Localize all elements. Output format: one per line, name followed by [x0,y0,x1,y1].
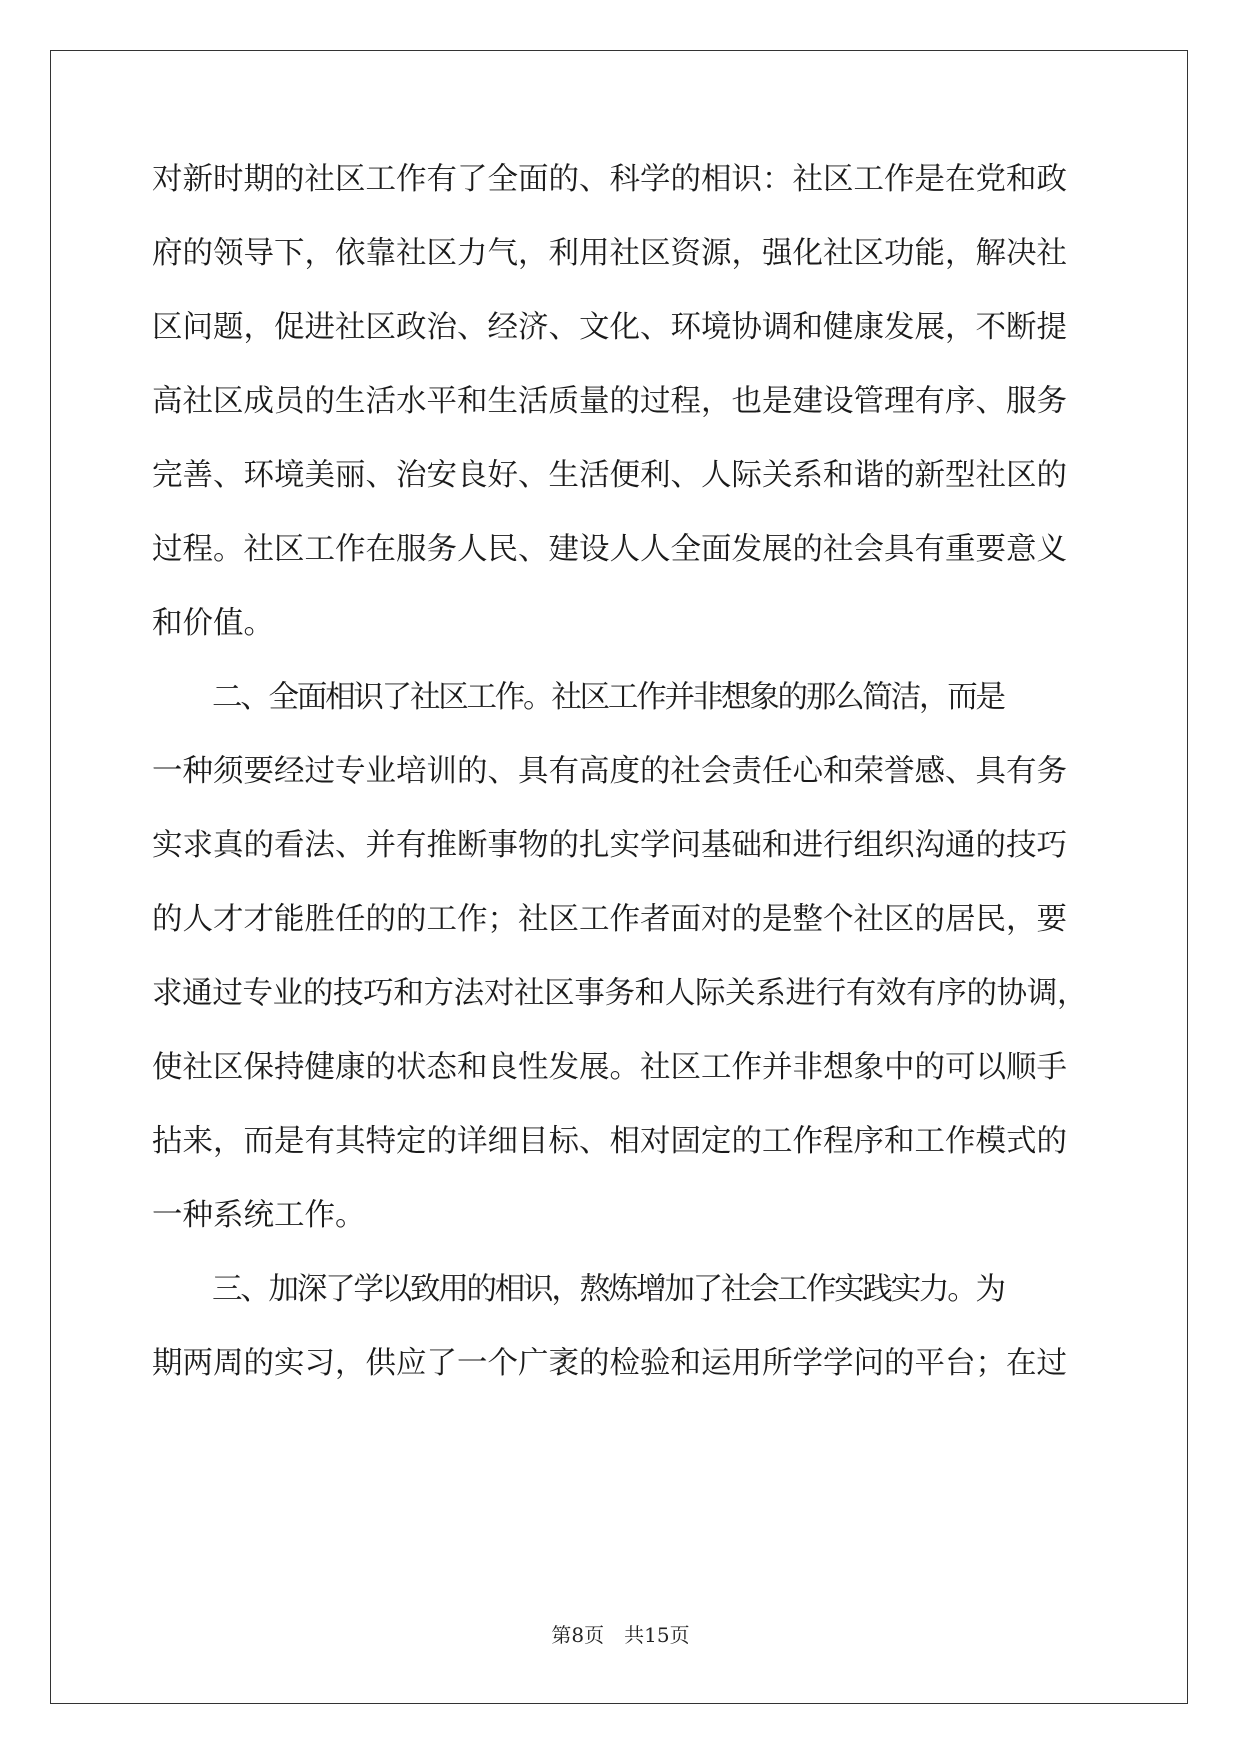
paragraph-line: 拈来，而是有其特定的详细目标、相对固定的工作程序和工作模式的 [152,1124,1067,1159]
paragraph-line: 实求真的看法、并有推断事物的扎实学问基础和进行组织沟通的技巧 [152,828,1067,863]
paragraph-line: 高社区成员的生活水平和生活质量的过程，也是建设管理有序、服务 [152,384,1067,419]
paragraph-line: 过程。社区工作在服务人民、建设人人全面发展的社会具有重要意义 [152,532,1067,567]
page-total: 共15页 [624,1623,690,1647]
paragraph-line: 一种系统工作。 [152,1198,366,1233]
page-footer [0,1620,1241,1650]
paragraph-line: 的人才才能胜任的的工作；社区工作者面对的是整个社区的居民，要 [152,902,1067,937]
paragraph-line: 对新时期的社区工作有了全面的、科学的相识：社区工作是在党和政 [152,162,1067,197]
paragraph-line: 和价值。 [152,606,274,641]
paragraph-line: 三、加深了学以致用的相识，熬炼增加了社会工作实践实力。为 [212,1272,1004,1307]
paragraph-line: 府的领导下，依靠社区力气，利用社区资源，强化社区功能，解决社 [152,236,1067,271]
paragraph-line: 期两周的实习，供应了一个广袤的检验和运用所学学问的平台；在过 [152,1346,1067,1381]
paragraph-line: 完善、环境美丽、治安良好、生活便利、人际关系和谐的新型社区的 [152,458,1067,493]
paragraph-line: 求通过专业的技巧和方法对社区事务和人际关系进行有效有序的协调， [152,976,1088,1011]
paragraph-line: 一种须要经过专业培训的、具有高度的社会责任心和荣誉感、具有务 [152,754,1067,789]
page-border [50,50,1188,1704]
page-number: 第8页 [551,1623,605,1647]
paragraph-line: 区问题，促进社区政治、经济、文化、环境协调和健康发展，不断提 [152,310,1067,345]
paragraph-line: 二、全面相识了社区工作。社区工作并非想象的那么简洁，而是 [212,680,1004,715]
paragraph-line: 使社区保持健康的状态和良性发展。社区工作并非想象中的可以顺手 [152,1050,1067,1085]
